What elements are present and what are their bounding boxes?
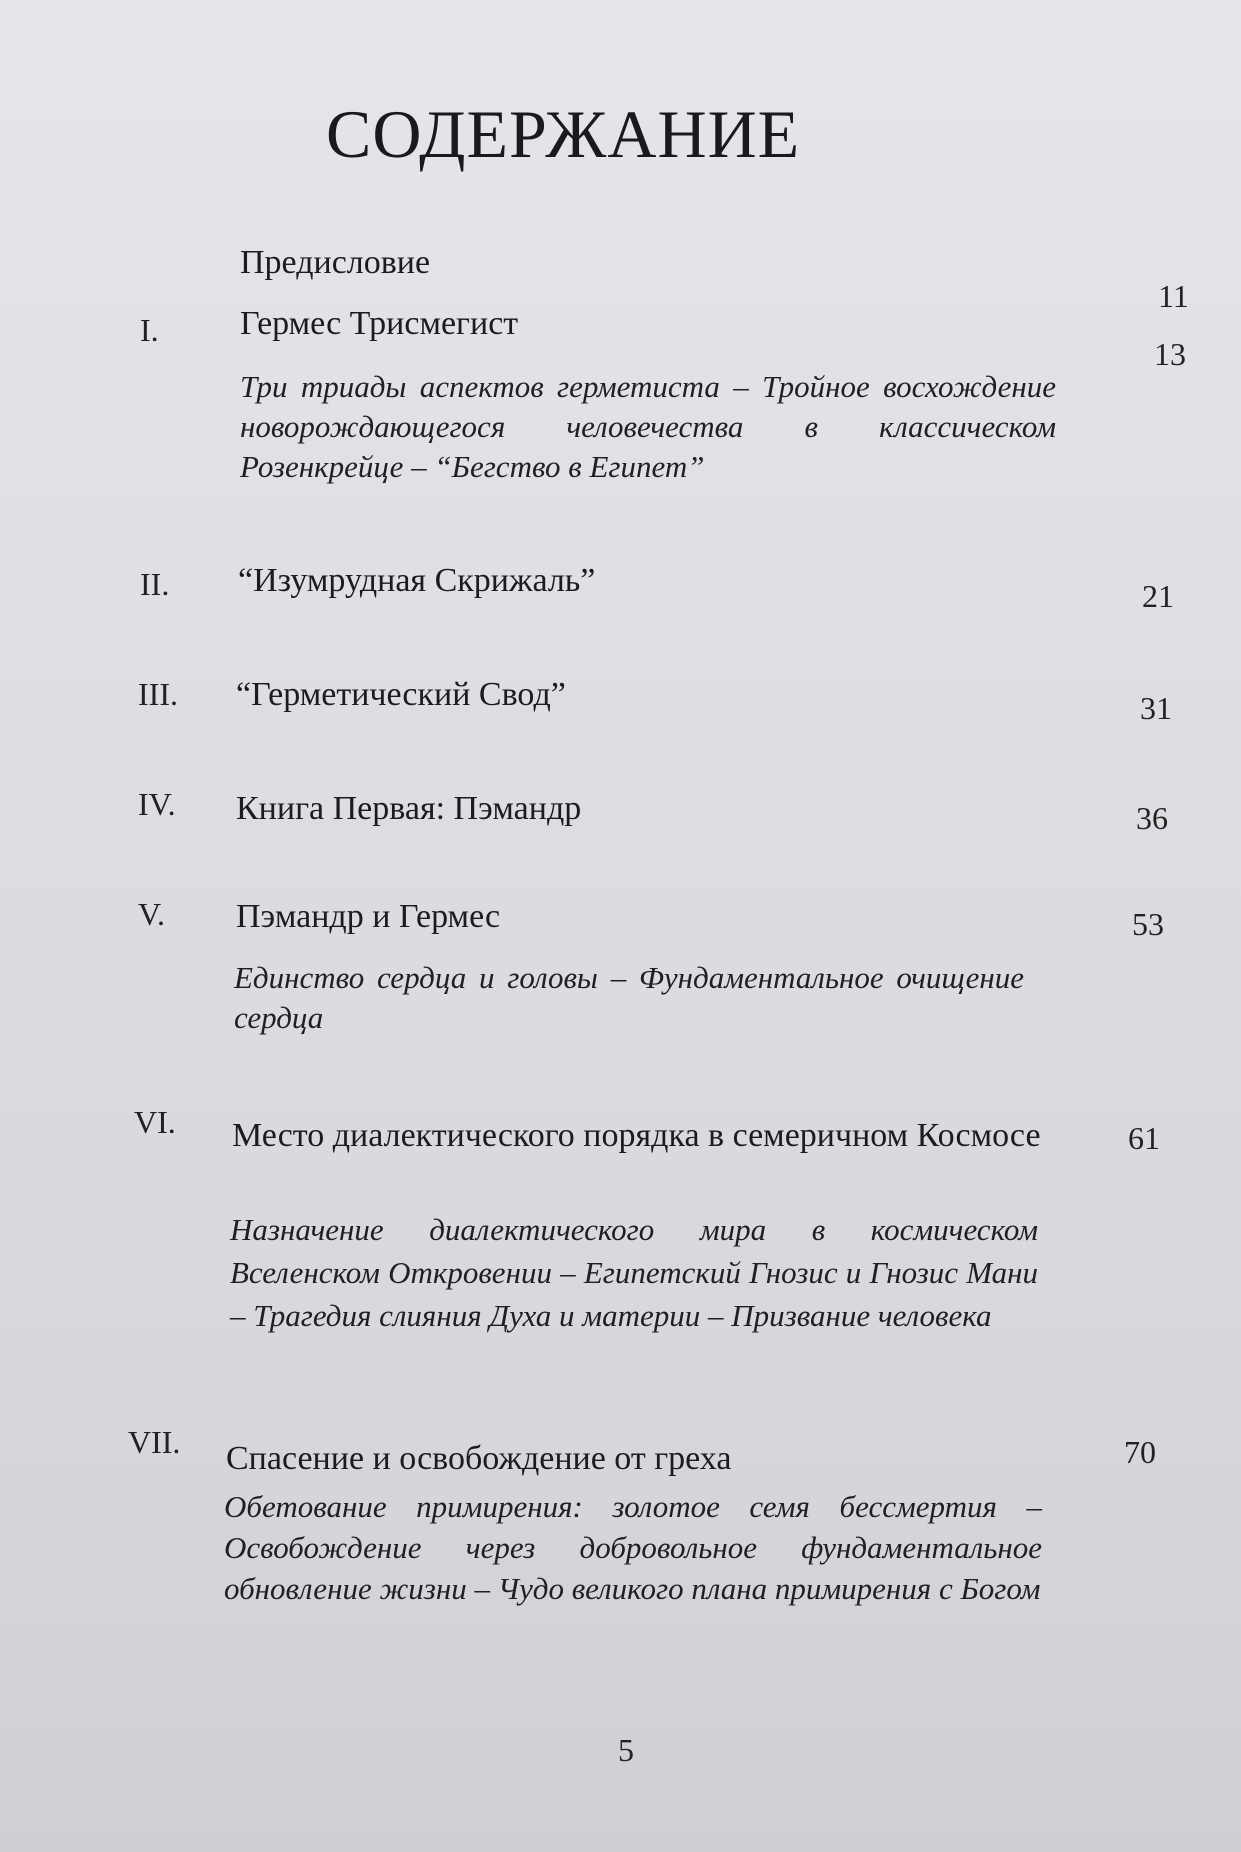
entry-number: III.	[138, 676, 178, 712]
page-number: 5	[618, 1732, 634, 1768]
entry-page: 53	[1132, 906, 1164, 942]
entry-number: IV.	[138, 786, 176, 822]
contents-heading: СОДЕРЖАНИЕ	[326, 96, 801, 172]
entry-subtitle: Обетование примирения: золотое семя бессмертия – Освобождение через добровольное фундаментальное обновление жизни – Чудо великого плана примирения с Богом	[224, 1489, 1042, 1606]
entry-page: 21	[1142, 578, 1174, 614]
entry-title: Гермес Трисмегист	[240, 305, 519, 342]
entry-title: Предисловие	[240, 244, 431, 281]
entry-page: 61	[1128, 1120, 1160, 1156]
entry-title: Спасение и освобождение от греха	[226, 1440, 732, 1477]
entry-number: VI.	[134, 1104, 176, 1140]
entry-page: 31	[1140, 690, 1172, 726]
entry-page: 11	[1158, 278, 1189, 314]
entry-title: Пэмандр и Гермес	[236, 898, 501, 935]
entry-number: V.	[138, 896, 165, 932]
entry-number: II.	[140, 566, 170, 602]
entry-page: 36	[1136, 800, 1168, 836]
entry-title: “Герметический Свод”	[236, 676, 566, 713]
entry-subtitle: Назначение диалектического мира в космическом Вселенском Откровении – Египетский Гнозис и Гнозис Мани – Трагедия слияния Духа и материи – Призвание человека	[230, 1212, 1038, 1333]
entry-page: 13	[1154, 336, 1186, 372]
entry-number: VII.	[128, 1424, 181, 1460]
entry-number: I.	[140, 312, 159, 348]
entry-title: Место диалектического порядка в семеричном Космосе	[232, 1117, 1041, 1154]
entry-subtitle: Три триады аспектов герметиста – Тройное восхождение новорождающегося человечества в классическом Розенкрейце – “Бегство в Египет”	[240, 369, 1056, 484]
entry-page: 70	[1124, 1434, 1156, 1470]
entry-title: Книга Первая: Пэмандр	[236, 790, 582, 827]
entry-title: “Изумрудная Скрижаль”	[238, 562, 596, 599]
entry-subtitle: Единство сердца и головы – Фундаментальное очищение сердца	[234, 960, 1024, 1035]
